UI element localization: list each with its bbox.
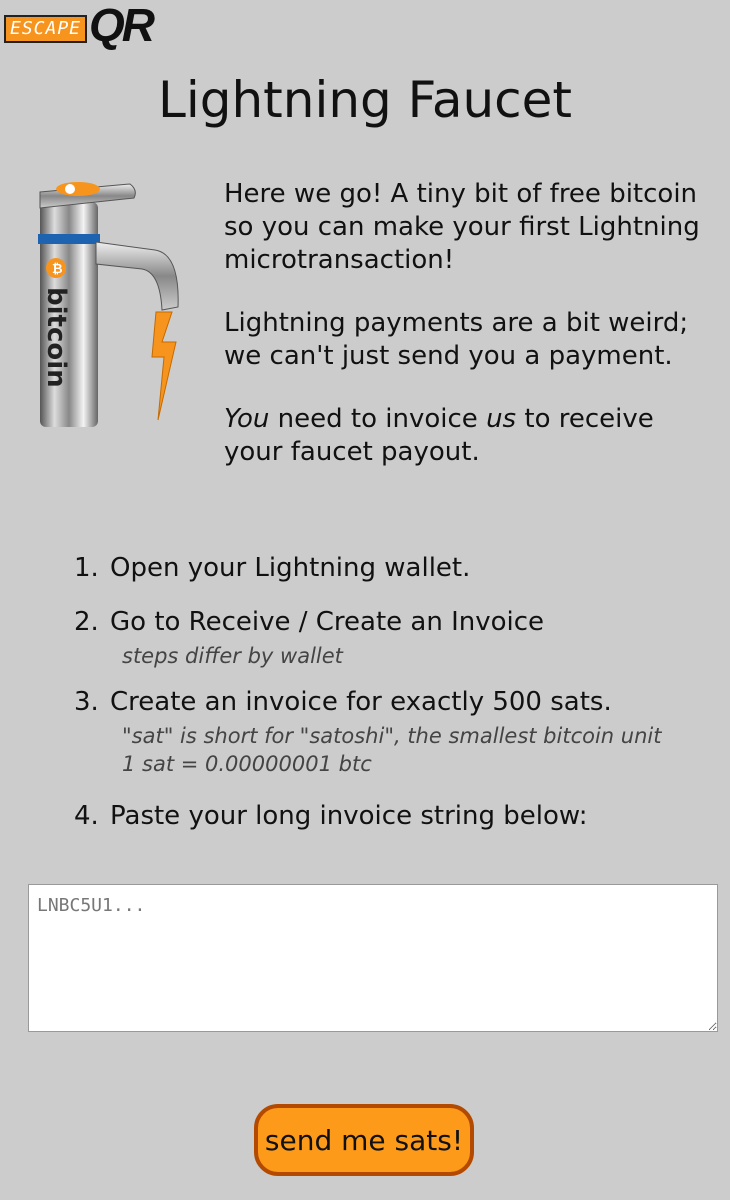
svg-text:₿: ₿ bbox=[52, 262, 63, 277]
step-note: "sat" is short for "satoshi", the smallest bitcoin unit bbox=[122, 724, 662, 748]
step-number: 1. bbox=[74, 553, 99, 583]
bitcoin-faucet-image bbox=[30, 172, 190, 432]
logo-escape-text: ESCAPE bbox=[4, 15, 87, 43]
intro-paragraph-3: You need to invoice us to receive your faucet payout. bbox=[224, 404, 654, 467]
intro-paragraph-1: Here we go! A tiny bit of free bitcoin so you can make your first Lightning microtransaction! bbox=[224, 179, 700, 275]
escapeqr-logo[interactable] bbox=[4, 0, 204, 51]
step-text: Go to Receive / Create an Invoice bbox=[110, 607, 545, 637]
step-item bbox=[74, 682, 714, 778]
faucet-bitcoin-label: bitcoin bbox=[41, 287, 71, 388]
send-me-sats-button[interactable]: send me sats! bbox=[254, 1104, 474, 1176]
intro-you-emphasis: You bbox=[224, 404, 270, 434]
instruction-steps bbox=[74, 548, 714, 836]
step-item bbox=[74, 796, 714, 836]
page-title: Lightning Faucet bbox=[157, 71, 573, 129]
intro-text bbox=[224, 178, 714, 469]
step-text: Create an invoice for exactly 500 sats. bbox=[110, 687, 612, 717]
intro-us-emphasis: us bbox=[486, 404, 517, 434]
step-item bbox=[74, 602, 714, 670]
step-item bbox=[74, 548, 714, 588]
invoice-input[interactable] bbox=[28, 884, 718, 1032]
step-text: Open your Lightning wallet. bbox=[110, 553, 471, 583]
step-number: 2. bbox=[74, 607, 99, 637]
step-text: Paste your long invoice string below: bbox=[110, 801, 588, 831]
intro-paragraph-2: Lightning payments are a bit weird; we can't just send you a payment. bbox=[224, 308, 689, 371]
step-note: steps differ by wallet bbox=[122, 644, 343, 668]
step-number: 4. bbox=[74, 801, 99, 831]
step-note: 1 sat = 0.00000001 btc bbox=[122, 752, 372, 776]
logo-qr-text: QR bbox=[89, 0, 153, 51]
step-number: 3. bbox=[74, 687, 99, 717]
